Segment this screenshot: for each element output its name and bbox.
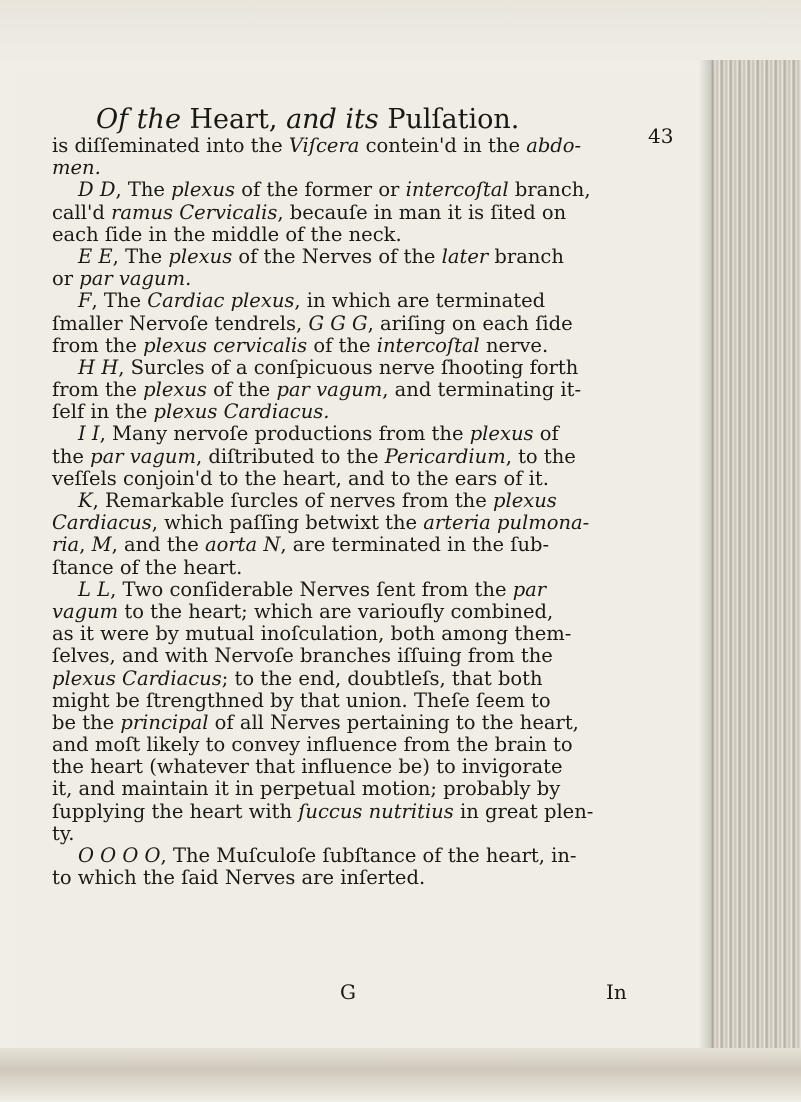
text-run: of the — [206, 378, 277, 402]
text-run: as it were by mutual inoſculation, both among them- — [52, 622, 572, 646]
signature-mark: G — [340, 980, 356, 1004]
italic-run: principal — [120, 710, 209, 734]
text-line — [52, 179, 652, 201]
italic-run: Cardiac plexus — [147, 289, 295, 313]
text-run: veſſels conjoin'd to the heart, and to the ears of it. — [52, 466, 549, 490]
text-line — [52, 401, 652, 423]
text-line — [52, 690, 652, 712]
text-line — [52, 734, 652, 756]
italic-run: intercoſtal — [376, 333, 480, 357]
italic-run: ſuccus nutritius — [298, 799, 454, 823]
text-run: , Remarkable ſurcles of nerves from the — [92, 489, 493, 512]
text-run: , The — [115, 178, 172, 202]
text-run: contein'd in the — [359, 134, 527, 157]
text-run: each ſide in the middle of the neck. — [52, 222, 402, 246]
text-run: of all Nerves pertaining to the heart, — [208, 710, 579, 734]
text-line — [52, 446, 652, 468]
top-page-edge — [0, 0, 801, 70]
text-line — [52, 712, 652, 734]
text-run: in great plen- — [453, 799, 594, 823]
text-run: ſupplying the heart with — [52, 799, 299, 823]
running-head-part-1: Of the — [96, 104, 190, 135]
text-line — [52, 423, 652, 445]
text-run: ſelves, and with Nervoſe branches iſſuing from the — [52, 644, 553, 668]
text-run: be the — [52, 710, 121, 734]
text-run: ty. — [52, 821, 75, 845]
text-line — [52, 135, 652, 157]
text-line — [52, 645, 652, 667]
bottom-page-edge — [0, 1048, 801, 1102]
italic-run: plexus Cardiacus — [52, 666, 222, 690]
italic-run: F — [78, 289, 92, 313]
text-run: , Many nervoſe productions from the — [99, 422, 470, 446]
italic-run: plexus — [171, 178, 235, 202]
text-line — [52, 290, 652, 312]
text-run: , and the — [111, 533, 205, 557]
running-head-part-3: and its — [286, 104, 388, 135]
text-line — [52, 867, 652, 889]
text-run: , The — [112, 244, 169, 268]
italic-run: men. — [52, 156, 101, 180]
italic-run: G G G — [308, 311, 368, 335]
text-line — [52, 534, 652, 556]
text-run: from the — [52, 378, 144, 402]
italic-run: par vagum — [90, 444, 196, 468]
italic-run: plexus — [143, 378, 207, 402]
text-run: of — [533, 422, 559, 446]
italic-run: later — [441, 244, 489, 268]
italic-run: abdo- — [526, 134, 582, 157]
text-run: ; to the end, doubtleſs, that both — [221, 666, 543, 690]
italic-run: plexus — [469, 422, 534, 446]
italic-run: aorta N — [204, 533, 281, 557]
running-head — [96, 104, 519, 136]
text-run: call'd — [52, 200, 112, 224]
italic-run: Viſcera — [288, 134, 360, 157]
page-number: 43 — [648, 124, 674, 148]
text-line — [52, 623, 652, 645]
text-line — [52, 845, 652, 867]
text-line — [52, 335, 652, 357]
italic-run: Pericardium — [384, 444, 506, 468]
text-run: to which the ſaid Nerves are inſerted. — [52, 866, 426, 890]
text-run: to the heart; which are varioufly combined, — [118, 599, 554, 623]
text-run: , which paſſing betwixt the — [151, 511, 424, 535]
italic-run: M — [91, 533, 112, 557]
text-line — [52, 801, 652, 823]
text-run: of the — [307, 333, 377, 357]
text-run: ſelf in the — [52, 400, 154, 424]
text-run: and moſt likely to convey influence from the brain to — [52, 733, 573, 757]
text-run: branch, — [508, 178, 591, 202]
text-run: , are terminated in the ſub- — [280, 533, 550, 557]
text-line — [52, 313, 652, 335]
text-run: might be ſtrengthned by that union. Theſe ſeem to — [52, 688, 551, 712]
italic-run: E E — [78, 244, 113, 268]
text-run: of the former or — [235, 178, 406, 202]
text-run: branch — [488, 244, 564, 268]
text-line — [52, 668, 652, 690]
text-line — [52, 246, 652, 268]
text-run: the — [52, 444, 91, 468]
text-run: is diſſeminated into the — [52, 134, 289, 157]
text-run: , The — [91, 289, 148, 313]
text-run: it, and maintain it in perpetual motion; probably by — [52, 777, 561, 801]
text-run: , and terminating it- — [382, 378, 582, 402]
text-run: , Surcles of a conſpicuous nerve ſhooting forth — [118, 355, 579, 379]
italic-run: plexus — [168, 244, 233, 268]
text-line — [52, 601, 652, 623]
text-run: , to the — [505, 444, 576, 468]
italic-run: H H — [78, 355, 119, 379]
italic-run: arteria pulmona- — [423, 511, 590, 535]
text-line — [52, 468, 652, 490]
text-line — [52, 823, 652, 845]
italic-run: L L — [78, 577, 111, 601]
text-line — [52, 557, 652, 579]
text-line — [52, 357, 652, 379]
text-run: or — [52, 267, 80, 291]
text-line — [52, 490, 652, 512]
text-run: ſtance of the heart. — [52, 555, 243, 579]
italic-run: par vagum. — [79, 267, 192, 291]
body-text — [52, 135, 652, 889]
text-run: from the — [52, 333, 144, 357]
running-head-part-2: Heart, — [189, 104, 287, 135]
text-line — [52, 157, 652, 179]
text-run: , in which are terminated — [294, 289, 546, 313]
italic-run: ramus Cervicalis — [111, 200, 278, 224]
text-run: ſmaller Nervoſe tendrels, — [52, 311, 309, 335]
text-run: , diſtributed to the — [195, 444, 385, 468]
text-run: nerve. — [479, 333, 549, 357]
running-head-part-4: Pulſation. — [387, 104, 520, 135]
text-run: , — [79, 533, 92, 557]
text-line — [52, 579, 652, 601]
text-line — [52, 778, 652, 800]
text-line — [52, 756, 652, 778]
text-run: of the Nerves of the — [232, 244, 442, 268]
italic-run: O O O O — [78, 844, 161, 867]
text-run: , The Muſculoſe ſubſtance of the heart, in- — [160, 844, 577, 867]
italic-run: plexus Cardiacus. — [153, 400, 330, 424]
text-run: , becauſe in man it is ſited on — [277, 200, 567, 224]
italic-run: par — [512, 577, 547, 601]
italic-run: par vagum — [276, 378, 383, 402]
text-run: , Two conſiderable Nerves ſent from the — [110, 577, 513, 601]
italic-run: vagum — [52, 599, 119, 623]
italic-run: K — [78, 489, 93, 512]
italic-run: D D — [78, 178, 116, 202]
italic-run: plexus — [492, 489, 557, 512]
book-spine-edge — [711, 60, 801, 1070]
italic-run: ria — [52, 533, 80, 557]
italic-run: Cardiacus — [52, 511, 152, 535]
catchword: In — [606, 980, 627, 1004]
italic-run: I I — [78, 422, 100, 446]
text-line — [52, 379, 652, 401]
text-run: , ariſing on each ſide — [367, 311, 573, 335]
text-run: the heart (whatever that influence be) to invigorate — [52, 755, 563, 779]
italic-run: intercoſtal — [405, 178, 509, 202]
italic-run: plexus cervicalis — [143, 333, 308, 357]
text-line — [52, 202, 652, 224]
text-line — [52, 512, 652, 534]
text-line — [52, 268, 652, 290]
text-line — [52, 224, 652, 246]
